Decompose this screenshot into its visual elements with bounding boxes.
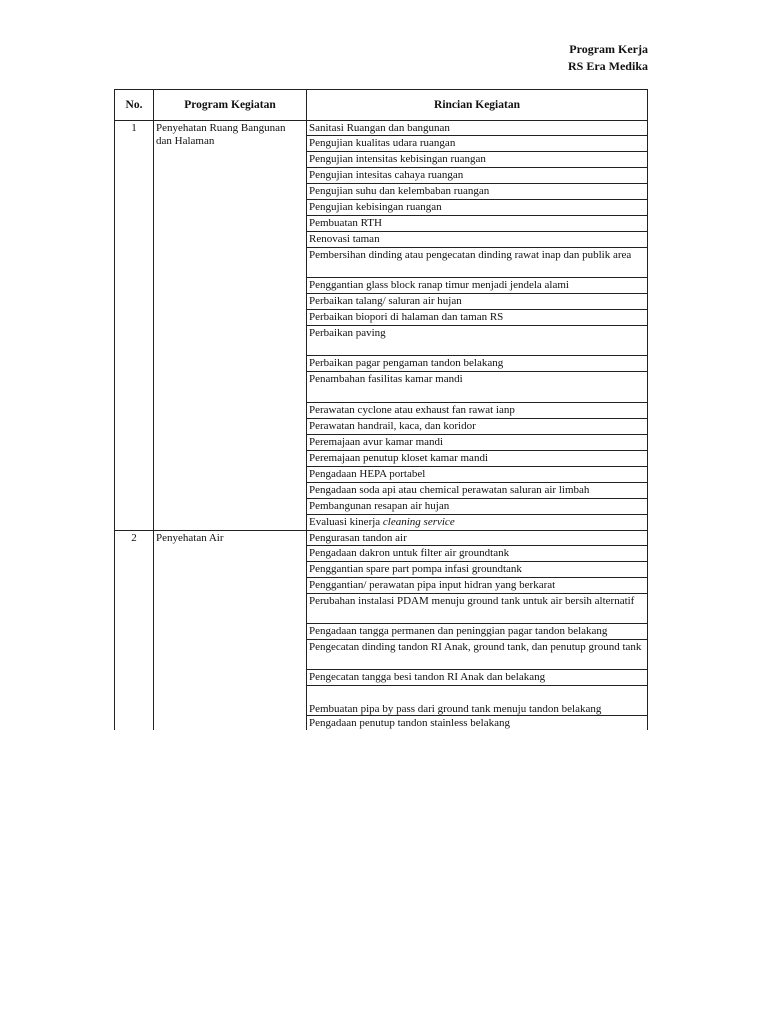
program-name: Penyehatan Air (154, 531, 307, 731)
activity-cell (307, 184, 648, 200)
activity-text: Pengujian intesitas cahaya ruangan (309, 169, 464, 181)
activity-cell (307, 168, 648, 184)
activity-cell (307, 200, 648, 216)
table-row (115, 121, 648, 136)
activity-text: Penggantian/ perawatan pipa input hidran yang berkarat (309, 579, 556, 591)
activity-text: Perbaikan paving (309, 327, 386, 339)
activity-text: Pembuatan RTH (309, 217, 382, 229)
activity-cell (307, 419, 648, 435)
column-header-no: No. (115, 90, 154, 121)
activity-cell (307, 121, 648, 136)
activity-cell (307, 326, 648, 356)
activity-cell (307, 546, 648, 562)
activity-text: Pengecatan dinding tandon RI Anak, ground tank, dan penutup ground tank (309, 641, 642, 653)
activity-text: Perbaikan talang/ saluran air hujan (309, 295, 462, 307)
activity-text: Peremajaan avur kamar mandi (309, 436, 444, 448)
document-header (568, 41, 648, 75)
column-header-program: Program Kegiatan (154, 90, 307, 121)
activity-text: Penggantian glass block ranap timur menjadi jendela alami (309, 279, 569, 291)
activity-cell (307, 578, 648, 594)
activity-text: Sanitasi Ruangan dan bangunan (309, 122, 450, 134)
activity-text: Evaluasi kinerja (309, 516, 383, 528)
activity-text: Pengurasan tandon air (309, 532, 407, 544)
activity-cell (307, 483, 648, 499)
activity-cell (307, 294, 648, 310)
table-body (115, 121, 648, 731)
activity-cell (307, 248, 648, 278)
document-title: Program Kerja (569, 42, 648, 56)
activity-cell (307, 624, 648, 640)
activity-cell (307, 686, 648, 716)
activity-text: Perawatan handrail, kaca, dan koridor (309, 420, 476, 432)
activity-cell (307, 531, 648, 546)
activity-cell (307, 435, 648, 451)
activity-text: Pengadaan penutup tandon stainless belakang (309, 717, 511, 729)
activity-text: Pembangunan resapan air hujan (309, 500, 450, 512)
activity-cell (307, 670, 648, 686)
activity-text: Perbaikan pagar pengaman tandon belakang (309, 357, 504, 369)
activity-cell (307, 467, 648, 483)
activity-text: Perawatan cyclone atau exhaust fan rawat ianp (309, 404, 515, 416)
activity-text: Penambahan fasilitas kamar mandi (309, 373, 463, 385)
row-number: 2 (115, 531, 154, 731)
activity-cell (307, 640, 648, 670)
activity-text: Pengujian intensitas kebisingan ruangan (309, 153, 486, 165)
activity-text: Penggantian spare part pompa infasi groundtank (309, 563, 522, 575)
activity-text: Pengadaan soda api atau chemical perawatan saluran air limbah (309, 484, 590, 496)
activity-text: Pembuatan pipa by pass dari ground tank menuju tandon belakang (309, 702, 602, 715)
activity-cell (307, 594, 648, 624)
activity-text: Pengadaan dakron untuk filter air groundtank (309, 547, 510, 559)
program-table (114, 89, 648, 730)
activity-text: Pengadaan HEPA portabel (309, 468, 426, 480)
activity-text: Pengujian suhu dan kelembaban ruangan (309, 185, 490, 197)
activity-cell (307, 152, 648, 168)
row-number: 1 (115, 121, 154, 531)
activity-cell (307, 216, 648, 232)
activity-text: Pengujian kebisingan ruangan (309, 201, 442, 213)
activity-text: Peremajaan penutup kloset kamar mandi (309, 452, 488, 464)
column-header-rincian: Rincian Kegiatan (307, 90, 648, 121)
activity-cell (307, 562, 648, 578)
activity-text: Perbaikan biopori di halaman dan taman RS (309, 311, 504, 323)
activity-cell (307, 136, 648, 152)
table-row (115, 531, 648, 546)
activity-cell (307, 403, 648, 419)
activity-cell (307, 716, 648, 731)
activity-cell (307, 278, 648, 294)
activity-text: Pengecatan tangga besi tandon RI Anak dan belakang (309, 671, 546, 683)
program-name: Penyehatan Ruang Bangunan dan Halaman (154, 121, 307, 531)
activity-cell (307, 310, 648, 326)
activity-cell (307, 356, 648, 372)
activity-text-italic: cleaning service (382, 516, 455, 528)
activity-text: Renovasi taman (309, 233, 380, 245)
hospital-name: RS Era Medika (567, 59, 648, 73)
table-header-row (115, 90, 648, 121)
activity-text: Pengadaan tangga permanen dan peninggian pagar tandon belakang (309, 625, 608, 637)
activity-cell (307, 372, 648, 403)
activity-cell (307, 499, 648, 515)
activity-cell (307, 515, 648, 531)
activity-text: Pengujian kualitas udara ruangan (309, 137, 456, 149)
activity-cell (307, 232, 648, 248)
activity-text: Perubahan instalasi PDAM menuju ground tank untuk air bersih alternatif (309, 595, 635, 607)
activity-cell (307, 451, 648, 467)
activity-text: Pembersihan dinding atau pengecatan dinding rawat inap dan publik area (309, 249, 632, 261)
